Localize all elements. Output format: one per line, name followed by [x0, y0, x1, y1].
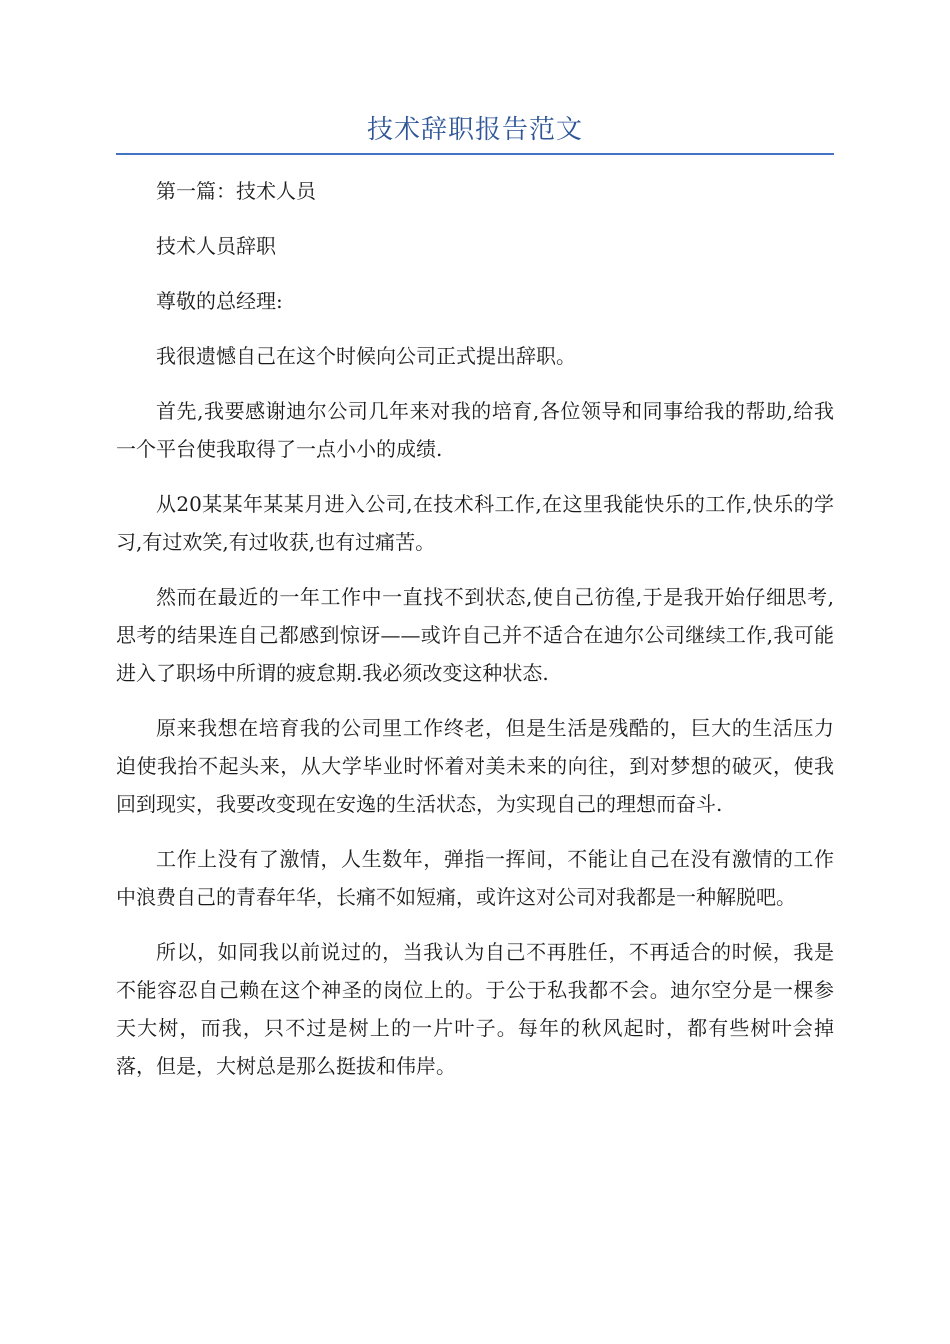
body-paragraph: 首先,我要感谢迪尔公司几年来对我的培育,各位领导和同事给我的帮助,给我一个平台使我取得了一点小小的成绩. [116, 399, 834, 461]
document-body [116, 172, 834, 1102]
document-title: 技术辞职报告范文 [366, 115, 583, 145]
title-underline [116, 153, 834, 155]
body-paragraph: 从20某某年某某月进入公司,在技术科工作,在这里我能快乐的工作,快乐的学习,有过欢笑,有过收获,也有过痛苦。 [116, 492, 834, 554]
section-heading: 第一篇：技术人员 [156, 179, 316, 203]
body-paragraph: 所以，如同我以前说过的，当我认为自己不再胜任，不再适合的时候，我是不能容忍自己赖在这个神圣的岗位上的。于公于私我都不会。迪尔空分是一棵参天大树，而我，只不过是树上的一片叶子。每年的秋风起时，都有些树叶会掉落，但是，大树总是那么挺拔和伟岸。 [116, 940, 834, 1078]
body-paragraph: 我很遗憾自己在这个时候向公司正式提出辞职。 [156, 344, 576, 368]
letter-subject: 技术人员辞职 [156, 234, 276, 258]
body-paragraph: 然而在最近的一年工作中一直找不到状态,使自己彷徨,于是我开始仔细思考,思考的结果连自己都感到惊讶——或许自己并不适合在迪尔公司继续工作,我可能进入了职场中所谓的疲怠期.我必须改变这种状态. [116, 585, 834, 685]
letter-salutation: 尊敬的总经理: [156, 289, 283, 313]
body-paragraph: 工作上没有了激情，人生数年，弹指一挥间，不能让自己在没有激情的工作中浪费自己的青春年华，长痛不如短痛，或许这对公司对我都是一种解脱吧。 [116, 847, 834, 909]
body-paragraph: 原来我想在培育我的公司里工作终老，但是生活是残酷的，巨大的生活压力迫使我抬不起头来，从大学毕业时怀着对美未来的向往，到对梦想的破灭，使我回到现实，我要改变现在安逸的生活状态，为实现自己的理想而奋斗. [116, 716, 834, 816]
